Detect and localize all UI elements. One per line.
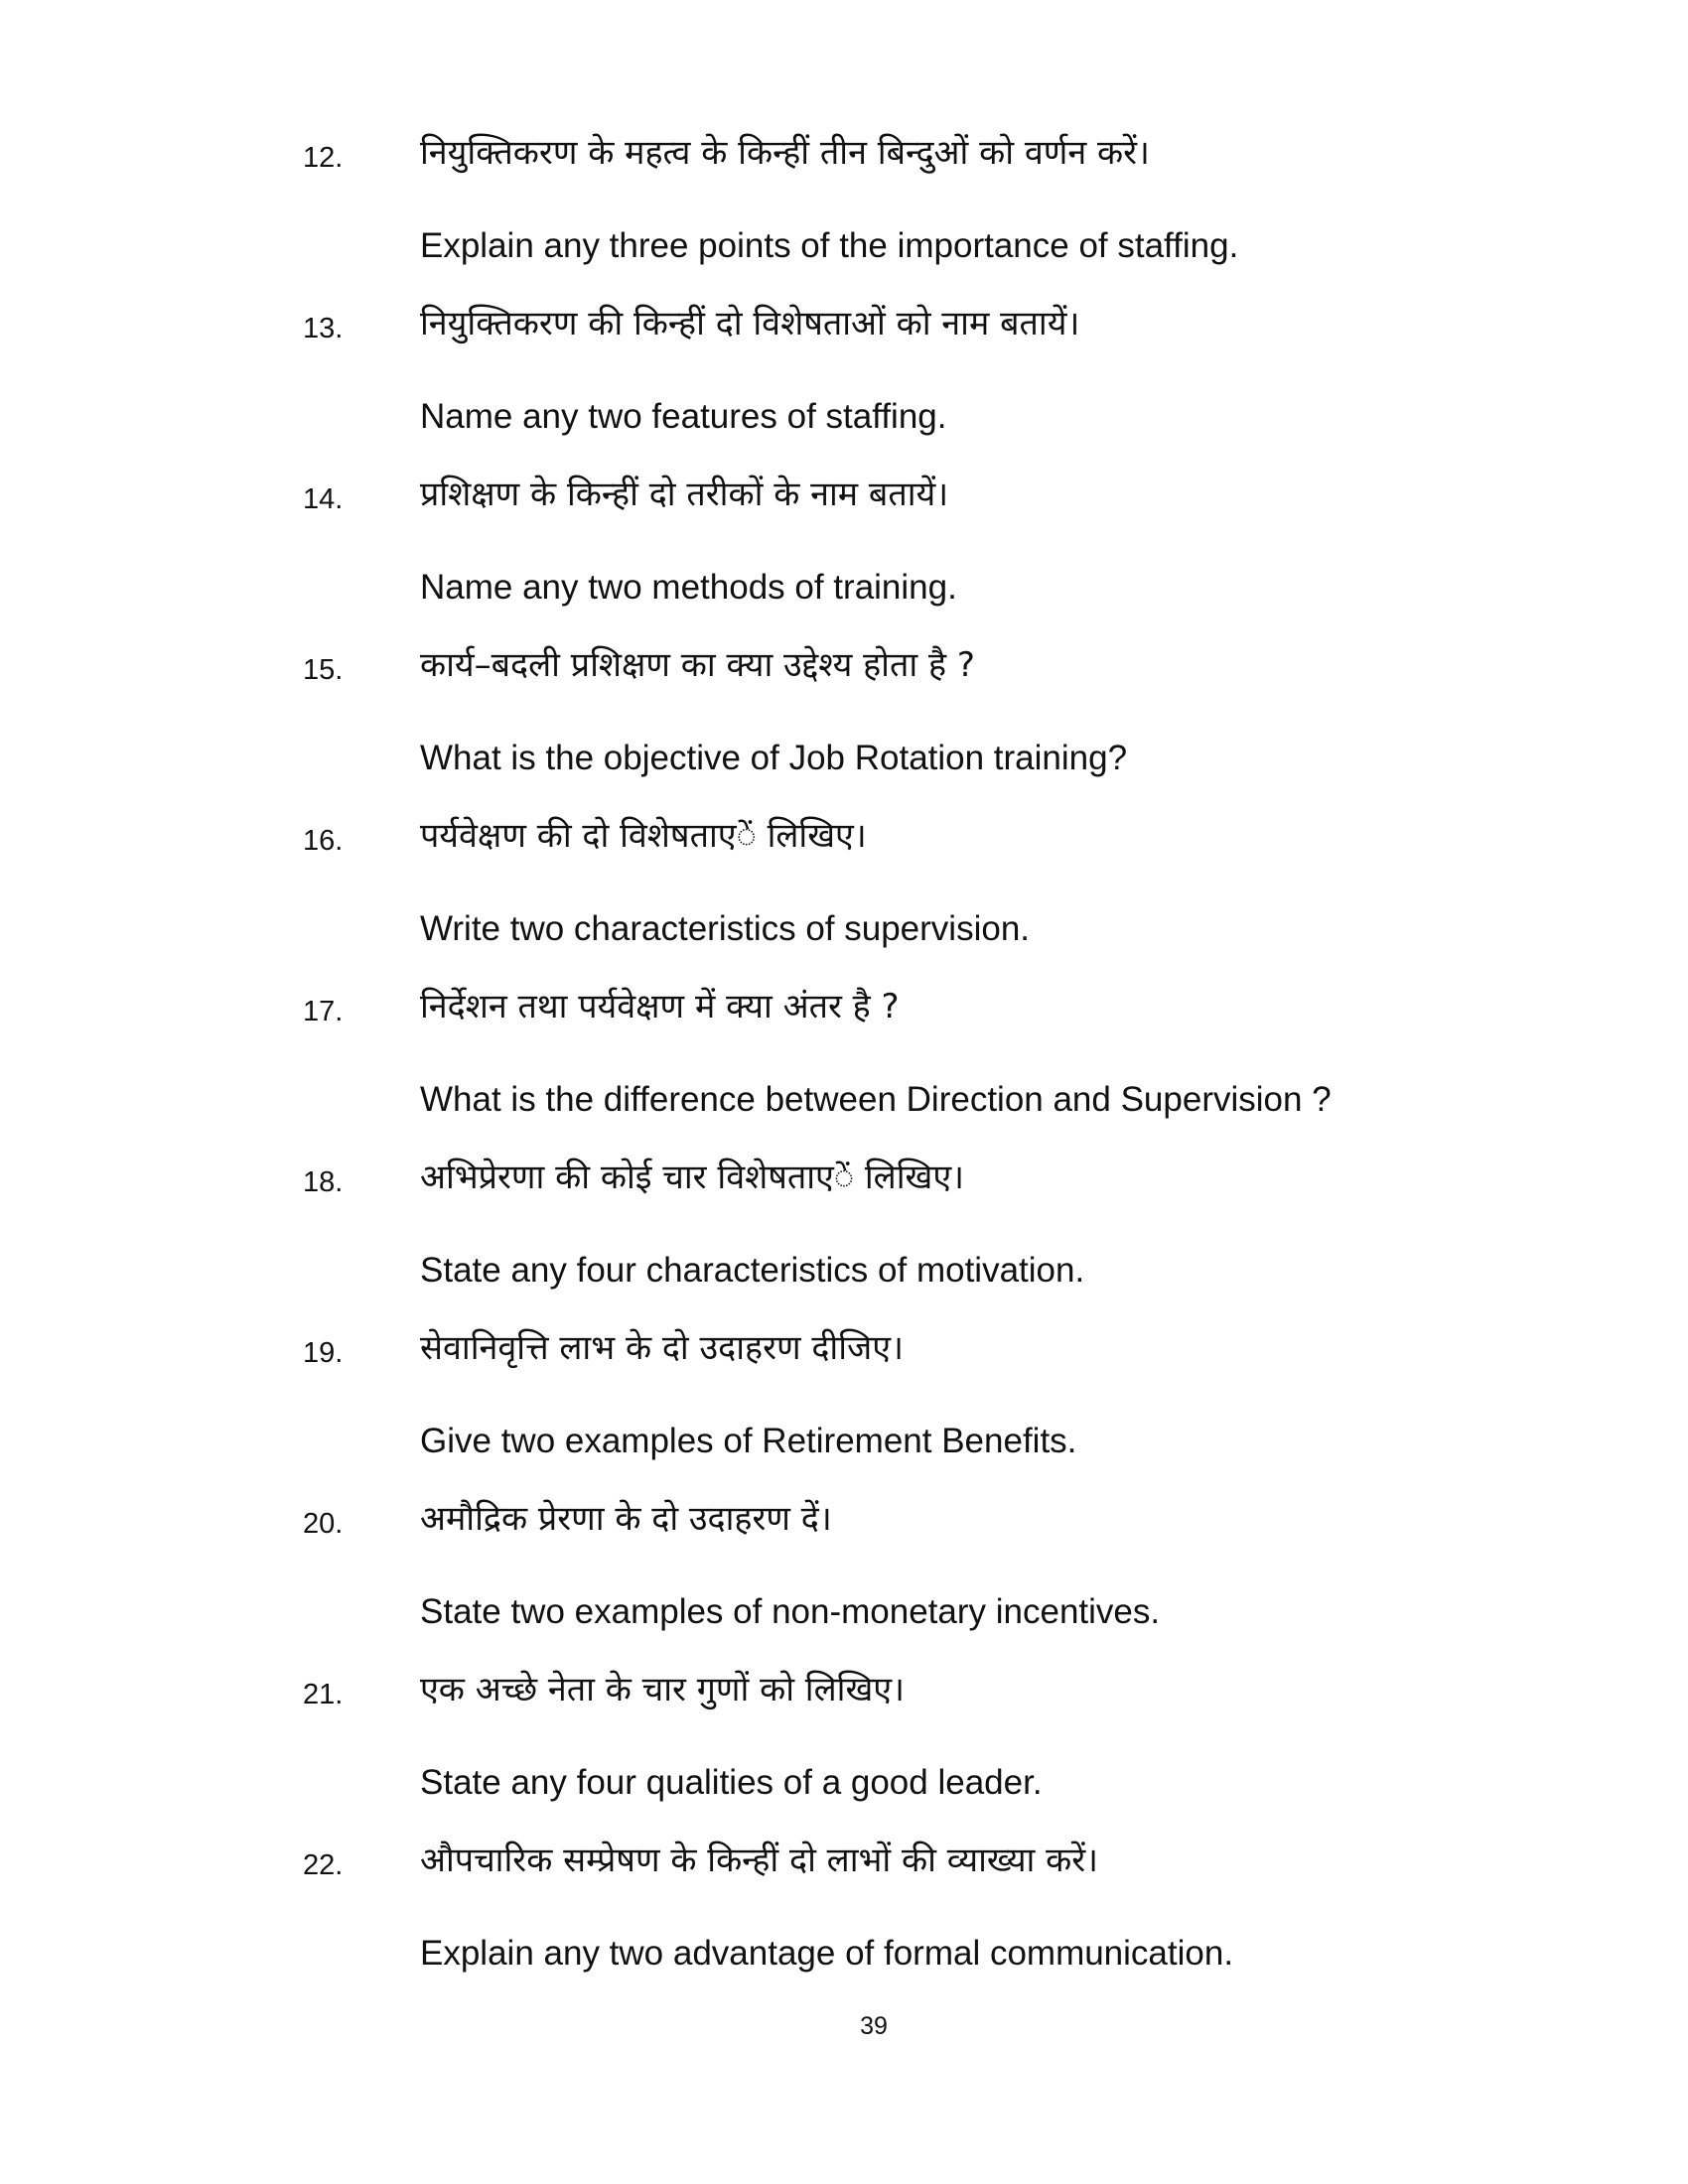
question-english-text: Explain any three points of the importance of staffing. (420, 226, 1239, 265)
question-number: 13. (303, 313, 344, 344)
question-number: 21. (303, 1679, 344, 1710)
question-item (0, 975, 1688, 1146)
question-item (0, 1658, 1688, 1829)
question-hindi-text: प्रशिक्षण के किन्हीं दो तरीकों के नाम बतायें। (420, 475, 949, 514)
question-item (0, 1829, 1688, 1999)
question-number: 22. (303, 1849, 344, 1881)
question-hindi-text: नियुक्तिकरण की किन्हीं दो विशेषताओं को नाम बतायें। (420, 304, 1080, 343)
question-english-text: State any four qualities of a good leader. (420, 1763, 1043, 1802)
question-number: 14. (303, 483, 344, 515)
question-hindi-text: औपचारिक सम्प्रेषण के किन्हीं दो लाभों की व्याख्या करें। (420, 1841, 1099, 1880)
question-hindi-text: सेवानिवृत्ति लाभ के दो उदाहरण दीजिए। (420, 1328, 904, 1368)
question-number: 16. (303, 825, 344, 857)
question-hindi-text: एक अच्छे नेता के चार गुणों को लिखिए। (420, 1670, 905, 1709)
question-item (0, 1146, 1688, 1316)
question-english-text: Write two characteristics of supervision. (420, 909, 1031, 948)
question-number: 19. (303, 1337, 344, 1369)
page-number: 39 (860, 2012, 888, 2040)
question-hindi-text: कार्य–बदली प्रशिक्षण का क्या उद्देश्य होता है ? (420, 645, 975, 685)
question-item (0, 292, 1688, 463)
question-item (0, 463, 1688, 633)
question-number: 12. (303, 142, 344, 174)
question-english-text: Give two examples of Retirement Benefits. (420, 1422, 1077, 1460)
question-hindi-text: निर्देशन तथा पर्यवेक्षण में क्या अंतर है ? (420, 987, 900, 1026)
question-english-text: State two examples of non-monetary incentives. (420, 1592, 1161, 1631)
question-item (0, 1487, 1688, 1658)
question-english-text: Name any two features of staffing. (420, 397, 947, 436)
question-hindi-text: अमौद्रिक प्रेरणा के दो उदाहरण दें। (420, 1499, 832, 1539)
question-hindi-text: नियुक्तिकरण के महत्व के किन्हीं तीन बिन्दुओं को वर्णन करें। (420, 133, 1150, 173)
question-hindi-text: अभिप्रेरणा की कोई चार विशेषताएें लिखिए। (420, 1158, 965, 1197)
question-item (0, 121, 1688, 292)
question-english-text: What is the difference between Direction and Supervision ? (420, 1080, 1332, 1119)
question-english-text: Name any two methods of training. (420, 568, 957, 607)
question-item (0, 804, 1688, 975)
question-number: 15. (303, 654, 344, 686)
question-item (0, 633, 1688, 804)
question-number: 18. (303, 1166, 344, 1198)
question-item (0, 1316, 1688, 1487)
question-english-text: Explain any two advantage of formal communication. (420, 1934, 1234, 1973)
question-english-text: State any four characteristics of motivation. (420, 1251, 1085, 1290)
question-number: 20. (303, 1508, 344, 1540)
question-hindi-text: पर्यवेक्षण की दो विशेषताएें लिखिए। (420, 816, 867, 856)
question-number: 17. (303, 996, 344, 1027)
question-english-text: What is the objective of Job Rotation training? (420, 739, 1128, 777)
